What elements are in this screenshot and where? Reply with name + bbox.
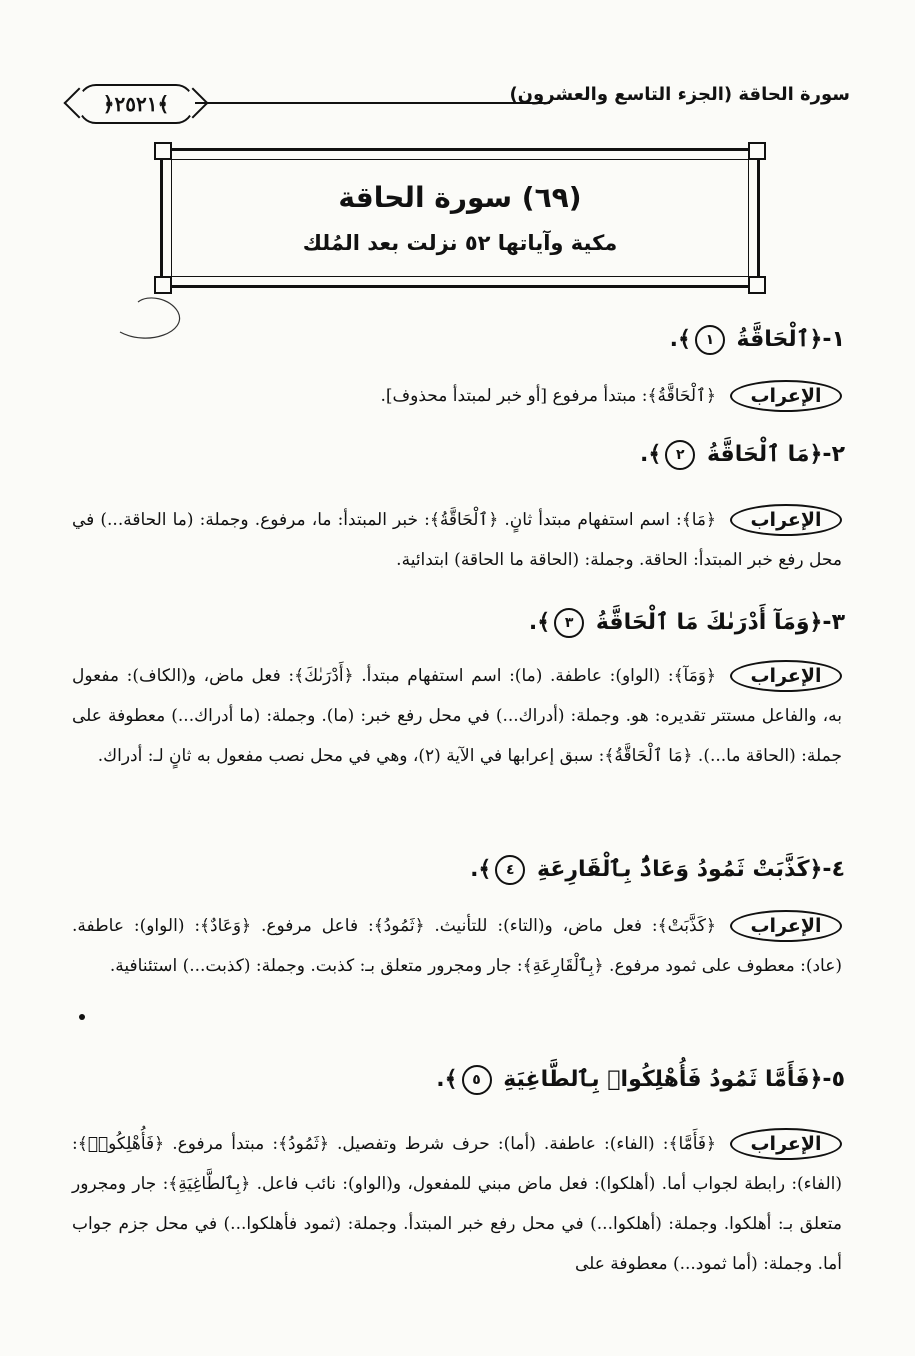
ayah-number-marker: ١ xyxy=(695,325,725,355)
verse-text: ﴿كَذَّبَتْ ثَمُودُ وَعَادٌۢ بِٱلْقَارِعَةِ xyxy=(537,857,823,882)
verse-close: ﴾. xyxy=(436,1067,458,1092)
irab-paragraph xyxy=(72,500,842,580)
ayah-number-marker: ٤ xyxy=(495,855,525,885)
verse-line xyxy=(640,440,845,470)
verse-line xyxy=(670,325,845,355)
verse-text: ﴿مَا ٱلْحَاقَّةُ xyxy=(706,442,823,467)
verse-text: ﴿وَمَآ أَدْرَىٰكَ مَا ٱلْحَاقَّةُ xyxy=(595,610,823,635)
frame-corner-ornament xyxy=(154,142,172,160)
verse-number: ٤- xyxy=(822,857,845,882)
page-number: ﴿٢٥٢١﴾ xyxy=(78,84,194,124)
irab-paragraph xyxy=(72,906,842,986)
ayah-number-marker: ٣ xyxy=(554,608,584,638)
surah-subtitle: مكية وآياتها ٥٢ نزلت بعد المُلك xyxy=(302,231,618,255)
irab-badge: الإعراب xyxy=(730,380,842,412)
irab-paragraph xyxy=(72,376,842,416)
verse-text: ﴿فَأَمَّا ثَمُودُ فَأُهْلِكُوا۟ بِٱلطَّاغِيَةِ xyxy=(503,1067,823,1092)
ayah-number-marker: ٥ xyxy=(462,1065,492,1095)
verse-close: ﴾. xyxy=(470,857,492,882)
verse-number: ٢- xyxy=(822,442,845,467)
verse-line xyxy=(470,855,845,885)
irab-badge: الإعراب xyxy=(730,660,842,692)
irab-paragraph xyxy=(72,1124,842,1284)
irab-text: ﴿مَا﴾: اسم استفهام مبتدأ ثانٍ. ﴿ٱلْحَاقَّةُ﴾: خبر المبتدأ: ما، مرفوع. وجملة: (ما الحاقة...) في محل رفع خبر المبتدأ: الحاقة. وجملة: (الحاقة ما الحاقة) ابتدائية. xyxy=(72,510,842,570)
irab-badge: الإعراب xyxy=(730,1128,842,1160)
frame-corner-ornament xyxy=(748,276,766,294)
verse-line xyxy=(529,608,845,638)
verse-close: ﴾. xyxy=(669,327,691,352)
irab-text: ﴿وَمَآ﴾: (الواو): عاطفة. (ما): اسم استفهام مبتدأ. ﴿أَدْرَىٰكَ﴾: فعل ماض، و(الكاف): مفعول به، والفاعل مستتر تقديره: هو. وجملة: (أدراك...) في محل رفع خبر: (ما). وجملة: (ما أدراك...) معطوفة على جملة: (الحاقة ما...). ﴿مَا ٱلْحَاقَّةُ﴾: سبق إعرابها في الآية (٢)، وهي في محل نصب مفعول به ثانٍ لـ: أدراك. xyxy=(72,666,842,766)
verse-number: ٥- xyxy=(822,1067,845,1092)
irab-badge: الإعراب xyxy=(730,504,842,536)
irab-text: ﴿فَأَمَّا﴾: (الفاء): عاطفة. (أما): حرف شرط وتفصيل. ﴿ثَمُودُ﴾: مبتدأ مرفوع. ﴿فَأُهْلِكُوا۟﴾: (الفاء): رابطة لجواب أما. (أهلكوا): فعل ماض مبني للمفعول، و(الواو): نائب فاعل. ﴿بِٱلطَّاغِيَةِ﴾: جار ومجرور متعلق بـ: أهلكوا. وجملة: (أهلكوا...) في محل رفع خبر المبتدأ. وجملة: (ثمود فأهلكوا...) في محل جزم جواب أما. وجملة: (أما ثمود...) معطوفة على xyxy=(72,1134,842,1274)
verse-text: ﴿ٱلْحَاقَّةُ xyxy=(736,327,823,352)
surah-title-box xyxy=(160,148,760,288)
running-title: سورة الحاقة (الجزء التاسع والعشرون) xyxy=(509,84,850,105)
irab-text: ﴿كَذَّبَتْ﴾: فعل ماض، و(التاء): للتأنيث. ﴿ثَمُودُ﴾: فاعل مرفوع. ﴿وَعَادٌ﴾: (الواو): عاطفة. (عاد): معطوف على ثمود مرفوع. ﴿بِٱلْقَارِعَةِ﴾: جار ومجرور متعلق بـ: كذبت. وجملة: (كذبت...) استئنافية. xyxy=(72,916,842,976)
frame-corner-ornament xyxy=(748,142,766,160)
ayah-number-marker: ٢ xyxy=(665,440,695,470)
ink-dot xyxy=(79,1014,85,1020)
page-header xyxy=(60,78,850,126)
irab-text: ﴿ٱلْحَاقَّةُ﴾: مبتدأ مرفوع [أو خبر لمبتدأ محذوف]. xyxy=(380,386,716,406)
header-rule xyxy=(195,102,550,104)
title-box-inner-frame xyxy=(171,159,749,277)
irab-paragraph xyxy=(72,656,842,776)
surah-title: (٦٩) سورة الحاقة xyxy=(338,181,582,214)
verse-number: ١- xyxy=(822,327,845,352)
irab-badge: الإعراب xyxy=(730,910,842,942)
verse-number: ٣- xyxy=(822,610,845,635)
pen-stroke-mark xyxy=(118,292,188,342)
verse-close: ﴾. xyxy=(528,610,551,635)
verse-line xyxy=(436,1065,845,1095)
verse-close: ﴾. xyxy=(640,442,662,467)
